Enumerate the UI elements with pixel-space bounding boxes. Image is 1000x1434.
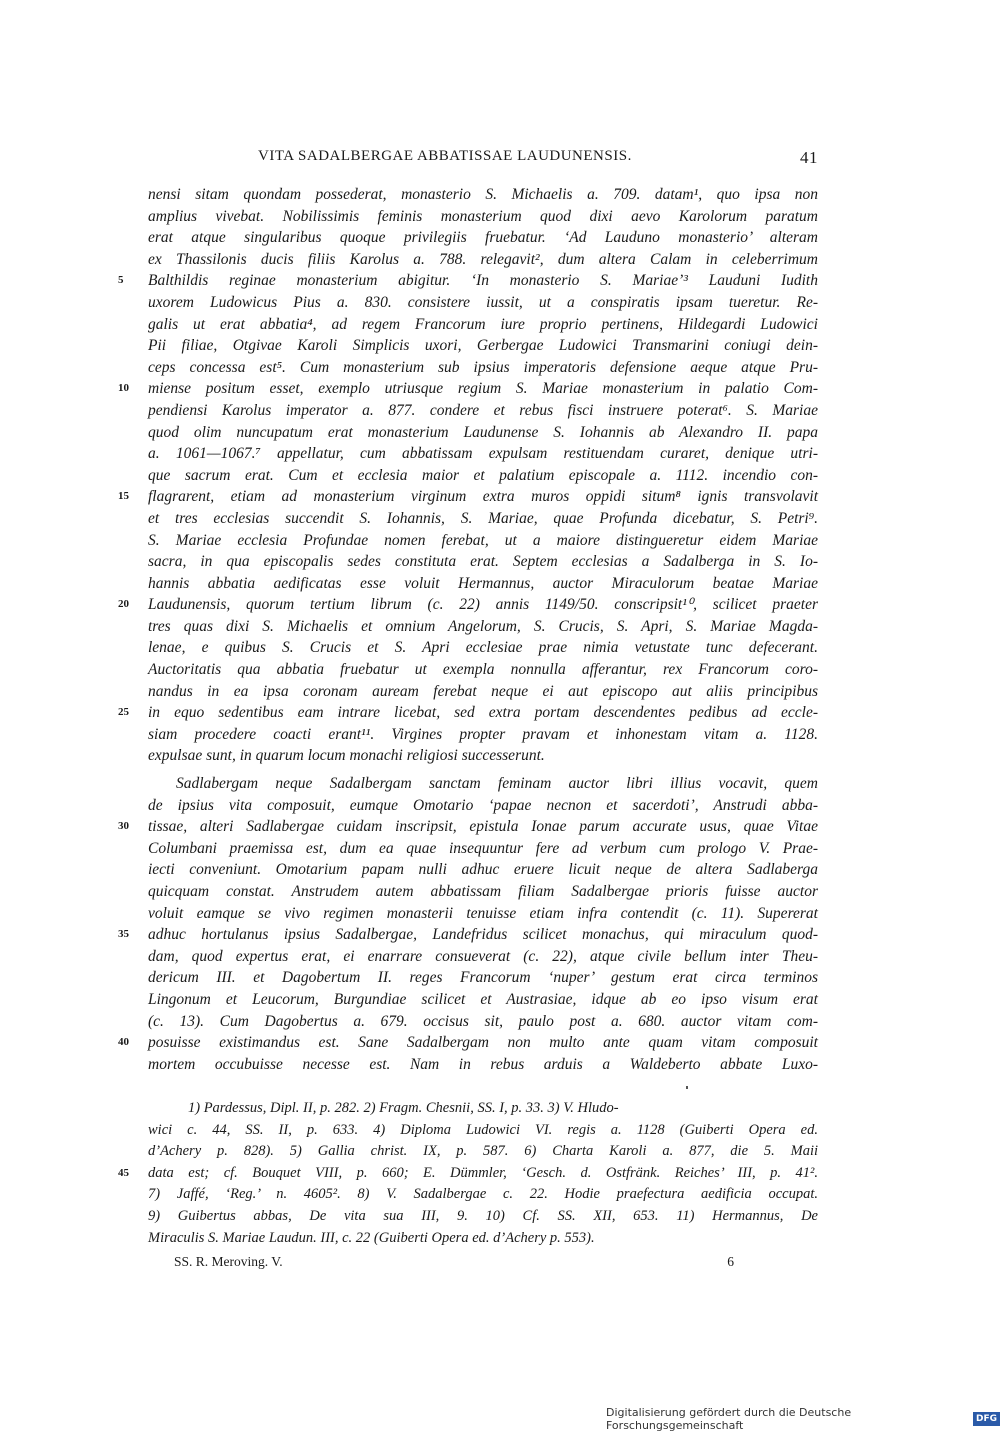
line-text: flagrarent, etiam ad monasterium virginum extra muros oppidi situm⁸ ignis transvolavit xyxy=(148,488,818,506)
text-line xyxy=(148,573,818,595)
line-text: iecti conveniunt. Omotarium papam nulli adhuc eruere licuit neque de altera Sadlaberga xyxy=(148,861,818,879)
footnote-line xyxy=(148,1206,818,1228)
footnote-line xyxy=(148,1120,818,1142)
line-text: erat atque singularibus quoque privilegiis fruebatur. ‘Ad Lauduno monasterio’ alteram xyxy=(148,229,818,247)
footnote-text: Miraculis S. Mariae Laudun. III, c. 22 (Guiberti Opera ed. d’Achery p. 553). xyxy=(148,1229,595,1246)
text-line xyxy=(148,838,818,860)
signature-series: SS. R. Meroving. V. xyxy=(174,1254,283,1269)
footnote-line xyxy=(148,1098,818,1120)
line-text: amplius vivebat. Nobilissimis feminis monasterium quod dixi aevo Karolorum paratum xyxy=(148,207,818,225)
text-line xyxy=(148,903,818,925)
digitization-footer xyxy=(606,1406,1000,1432)
signature-gathering: 6 xyxy=(727,1254,734,1269)
footnote-text: 1) Pardessus, Dipl. II, p. 282. 2) Fragm. Chesnii, SS. I, p. 33. 3) V. Hludo- xyxy=(188,1100,619,1116)
line-text: Auctoritatis qua abbatia fruebatur ut exempla nonnulla afferantur, rex Francorum coro- xyxy=(148,661,818,679)
line-text: Laudunensis, quorum tertium librum (c. 22) annis 1149/50. conscripsit¹⁰, scilicet praeter xyxy=(148,596,818,614)
text-line xyxy=(148,508,818,530)
footnote-text: wici c. 44, SS. II, p. 633. 4) Diploma Ludowici VI. regis a. 1128 (Guiberti Opera ed. xyxy=(148,1121,818,1138)
line-number: 5 xyxy=(118,274,124,287)
text-line xyxy=(148,227,818,249)
line-text: adhuc hortulanus ipsius Sadalbergae, Landefridus scilicet monachus, qui miraculum quod- xyxy=(148,926,818,944)
text-line xyxy=(148,989,818,1011)
line-text: Pii filiae, Otgivae Karoli Simplicis uxori, Gerbergae Ludowici Transmarini coniugi dein- xyxy=(148,337,818,355)
line-text: sacra, in qua episcopalis sedes constituta erat. Septem ecclesias a Sadalberga in S. Io- xyxy=(148,553,818,571)
line-number: 20 xyxy=(118,598,129,611)
line-text: pendiensi Karolus imperator a. 877. condere et rebus fisci instruere poterat⁶. S. Mariae xyxy=(148,401,818,419)
line-number: 40 xyxy=(118,1036,129,1049)
footnote-line xyxy=(118,1163,818,1185)
text-line xyxy=(148,443,818,465)
text-line xyxy=(148,184,818,206)
line-text: lenae, e quibus S. Crucis et S. Apri ecclesiae prae nimia vetustate tunc defecerant. xyxy=(148,639,818,657)
footnote-line xyxy=(148,1228,818,1250)
line-text: mortem occubuisse necesse est. Nam in rebus arduis a Waldeberto abbate Luxo- xyxy=(148,1055,818,1073)
text-line xyxy=(148,422,818,444)
text-line xyxy=(148,465,818,487)
text-line xyxy=(148,616,818,638)
text-line xyxy=(148,637,818,659)
line-text: dam, quod expertus erat, ei enarrare consueverat (c. 22), atque civile bellum inter Theu- xyxy=(148,947,818,965)
running-header xyxy=(148,148,818,172)
text-line xyxy=(148,859,818,881)
text-line xyxy=(148,724,818,746)
separator-mark xyxy=(686,1086,688,1089)
text-line xyxy=(148,795,818,817)
dfg-logo: DFG xyxy=(973,1412,1000,1426)
text-line xyxy=(148,1011,818,1033)
text-line xyxy=(118,816,818,838)
signature-line xyxy=(174,1254,734,1276)
text-line xyxy=(148,967,818,989)
line-text: quicquam constat. Anstrudem autem abbatissam filiam Sadalbergae prioris fuisse auctor xyxy=(148,883,818,900)
line-text: hannis abbatia aedificatas esse voluit Hermannus, auctor Miraculorum beatae Mariae xyxy=(148,574,818,592)
line-text: expulsae sunt, in quarum locum monachi religiosi successerunt. xyxy=(148,747,545,765)
line-text: nensi sitam quondam possederat, monasterio S. Michaelis a. 709. datam¹, quo ipsa non xyxy=(148,186,818,203)
line-text: S. Mariae ecclesia Profundae nomen ferebat, ut a maiore distingueretur eidem Mariae xyxy=(148,531,818,549)
main-text xyxy=(118,184,818,1075)
text-line xyxy=(148,946,818,968)
text-line xyxy=(148,530,818,552)
text-line xyxy=(148,745,818,767)
text-line xyxy=(148,206,818,228)
text-line xyxy=(118,270,818,292)
text-line xyxy=(148,681,818,703)
footnote-line xyxy=(148,1141,818,1163)
footnote-text: data est; cf. Bouquet VIII, p. 660; E. Dümmler, ‘Gesch. d. Ostfränk. Reiches’ III, p. 41². xyxy=(148,1164,818,1181)
line-number: 25 xyxy=(118,706,129,719)
line-text: galis ut erat abbatia⁴, ad regem Francorum iure proprio pertinens, Hildegardi Ludowici xyxy=(148,315,818,333)
line-text: et tres ecclesias succendit S. Iohannis, S. Mariae, quae Profunda dicebatur, S. Petri⁹. xyxy=(148,509,818,527)
line-text: ex Thassilonis ducis filiis Karolus a. 788. relegavit², dum altera Calam in celeberrimum xyxy=(148,250,818,268)
text-line xyxy=(148,400,818,422)
line-number: 30 xyxy=(118,820,129,833)
text-line xyxy=(118,594,818,616)
line-text: posuisse existimandus est. Sane Sadalbergam non multo ante quam vitam composuit xyxy=(148,1034,818,1052)
footnote-line xyxy=(148,1184,818,1206)
text-line xyxy=(148,773,818,795)
text-line xyxy=(148,249,818,271)
text-line xyxy=(118,924,818,946)
text-line xyxy=(148,292,818,314)
line-text: Columbani praemissa est, dum ea quae insequuntur fere ad verbum cum prologo V. Prae- xyxy=(148,839,818,857)
line-text: Balthildis reginae monasterium abigitur. ‘In monasterio S. Mariae’³ Lauduni Iudith xyxy=(148,272,818,290)
text-line xyxy=(148,551,818,573)
line-text: de ipsius vita composuit, eumque Omotario ‘papae necnon et sacerdoti’, Anstrudi abba- xyxy=(148,796,818,814)
text-line xyxy=(148,1054,818,1076)
page-number: 41 xyxy=(800,148,818,167)
text-line xyxy=(118,702,818,724)
line-text: tissae, alteri Sadlabergae cuidam inscripsit, epistula Ionae parum accurate usus, quae Vitae xyxy=(148,818,818,836)
text-line xyxy=(118,486,818,508)
line-text: nandus in ea ipsa coronam auream ferebat neque ei aut episcopo aut aliis principibus xyxy=(148,682,818,700)
page-header-title: VITA SADALBERGAE ABBATISSAE LAUDUNENSIS. xyxy=(258,148,632,164)
line-number: 35 xyxy=(118,928,129,941)
line-text: quod olim nuncupatum erat monasterium Laudunense S. Iohannis ab Alexandro II. papa xyxy=(148,423,818,441)
line-text: Sadlabergam neque Sadalbergam sanctam feminam auctor libri illius vocavit, quem xyxy=(176,775,818,793)
line-text: uxorem Ludowicus Pius a. 830. consistere iussit, ut a conspiratis ipsam tueretur. Re- xyxy=(148,293,818,311)
footnote-text: d’Achery p. 828). 5) Gallia christ. IX, p. 587. 6) Charta Karoli a. 877, die 5. Maii xyxy=(148,1143,818,1160)
line-text: (c. 13). Cum Dagobertus a. 679. occisus sit, paulo post a. 680. auctor vitam com- xyxy=(148,1012,818,1030)
text-line xyxy=(118,1032,818,1054)
line-text: siam procedere coacti erant¹¹. Virgines propter pravam et inhonestam vitam a. 1128. xyxy=(148,725,818,743)
text-line xyxy=(148,659,818,681)
line-number: 10 xyxy=(118,382,129,395)
line-number: 15 xyxy=(118,490,129,503)
text-line xyxy=(148,881,818,903)
line-text: Lingonum et Leucorum, Burgundiae scilicet et Austrasiae, idque ab eo ipso visum erat xyxy=(148,990,818,1008)
line-text: voluit eamque se vivo regimen monasterii tenuisse etiam infra contendit (c. 11). Supererat xyxy=(148,904,818,922)
line-text: que sacrum erat. Cum et ecclesia maior et palatium episcopale a. 1112. incendio con- xyxy=(148,466,818,484)
text-line xyxy=(118,378,818,400)
footer-text: Digitalisierung gefördert durch die Deutsche Forschungsgemeinschaft xyxy=(606,1406,852,1432)
line-text: a. 1061—1067.⁷ appellatur, cum abbatissam expulsam restituendam curaret, denique utri- xyxy=(148,445,818,463)
line-text: miense positum esset, exemplo utriusque regium S. Mariae monasterium in palatio Com- xyxy=(148,380,818,398)
footnote-text: 7) Jaffé, ‘Reg.’ n. 4605². 8) V. Sadalbergae c. 22. Hodie praefectura aedificia occupat. xyxy=(148,1186,818,1203)
text-line xyxy=(148,335,818,357)
line-number: 45 xyxy=(118,1166,129,1179)
line-text: ceps concessa est⁵. Cum monasterium sub ipsius imperatoris defensione aeque atque Pru- xyxy=(148,358,818,376)
text-line xyxy=(148,357,818,379)
line-text: tres quas dixi S. Michaelis et omnium Angelorum, S. Crucis, S. Apri, S. Mariae Magda- xyxy=(148,617,818,635)
line-text: dericum III. et Dagobertum II. reges Francorum ‘nuper’ gestum erat circa terminos xyxy=(148,969,818,987)
text-line xyxy=(148,314,818,336)
footnotes xyxy=(118,1098,818,1249)
footnote-text: 9) Guibertus abbas, De vita sua III, 9. 10) Cf. SS. XII, 653. 11) Hermannus, De xyxy=(148,1207,818,1224)
line-text: in equo sedentibus eam intrare licebat, sed extra portam descendentes pedibus ad eccle- xyxy=(148,704,818,722)
